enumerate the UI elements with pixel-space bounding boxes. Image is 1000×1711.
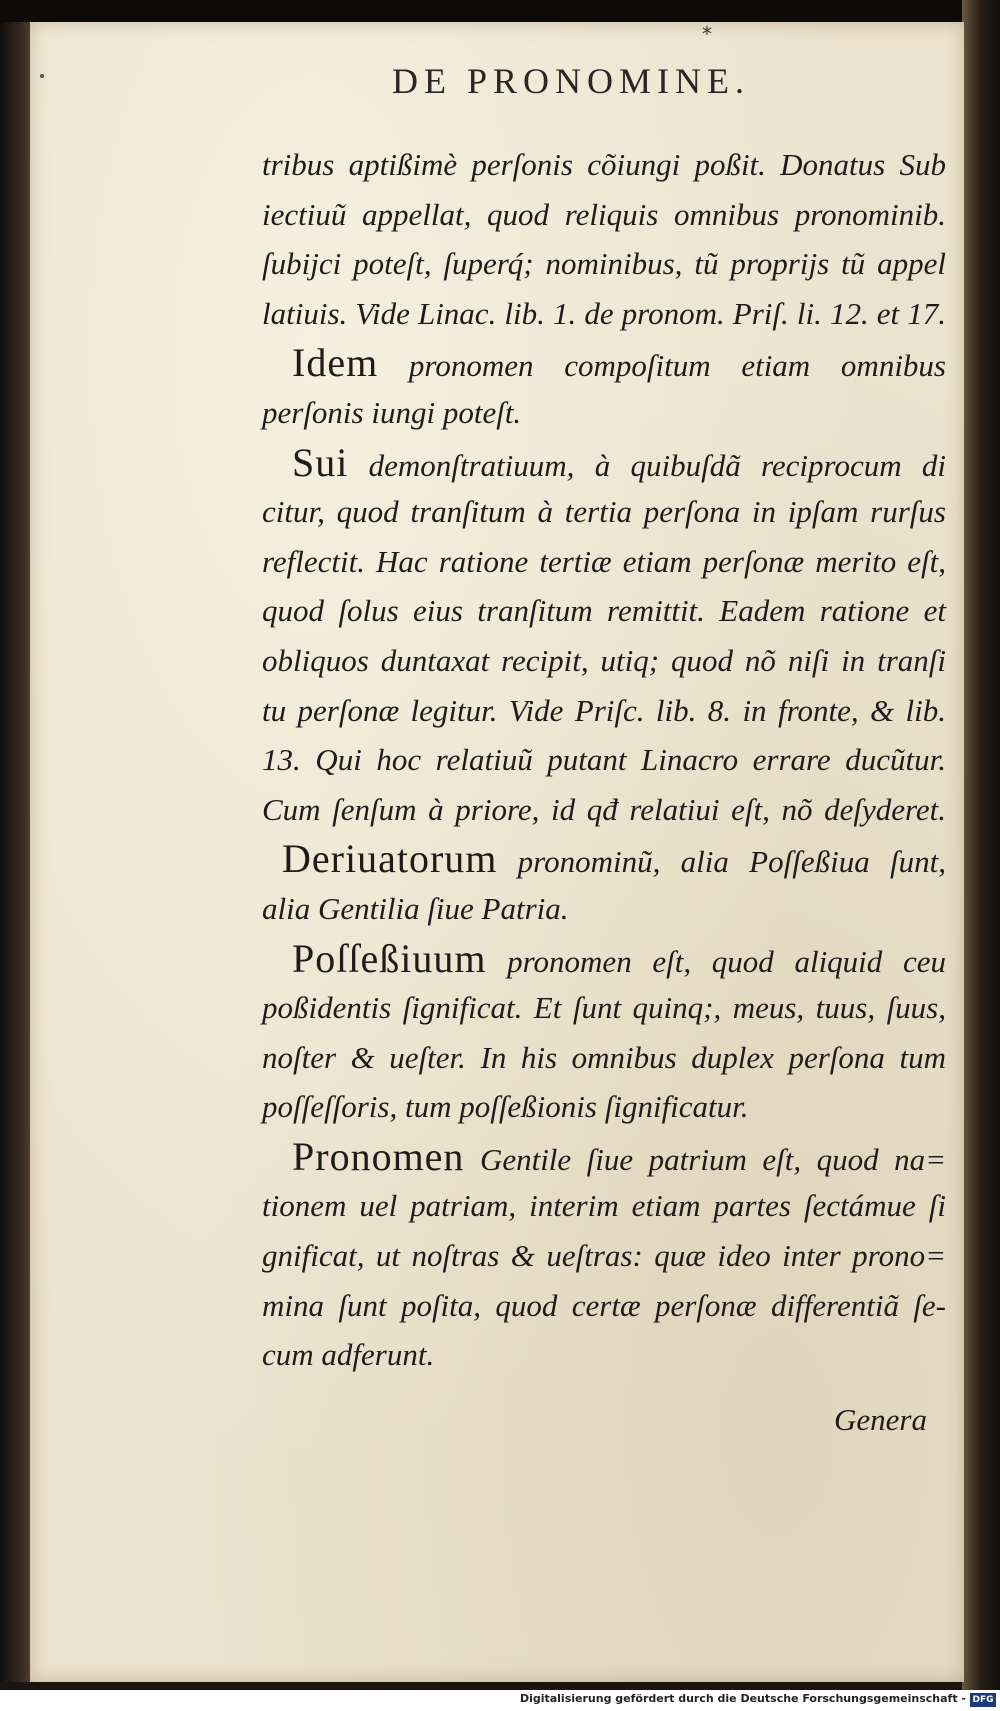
paragraph-lead-word: Idem <box>292 340 379 386</box>
paragraph-lead-word: Deriuatorum <box>282 836 498 882</box>
text-line: iectiuũ appellat, quod reliquis omnibus pronominib. <box>262 196 946 232</box>
text-line: poßidentis ſignificat. Et ſunt quinq;, meus, tuus, ſuus, <box>262 990 946 1026</box>
body-text <box>262 140 946 1380</box>
text-line: obliquos duntaxat recipit, utiq; quod nõ niſi in tranſi <box>262 642 946 678</box>
text-line: reflectit. Hac ratione tertiæ etiam perſonæ merito eſt, <box>262 543 946 579</box>
text-line: Sui demonſtratiuum, à quibuſdã reciprocum di <box>292 439 946 485</box>
text-line: poſſeſſoris, tum poſſeßionis ſignificatur. <box>262 1089 749 1125</box>
running-head: DE PRONOMINE. <box>392 61 751 101</box>
signature-mark: * <box>702 22 712 46</box>
text-line: Idem pronomen compoſitum etiam omnibus <box>292 340 946 386</box>
text-line: tu perſonæ legitur. Vide Priſc. lib. 8. in fronte, & lib. <box>262 692 946 728</box>
text-line: alia Gentilia ſiue Patria. <box>262 890 569 926</box>
catchword: Genera <box>834 1402 927 1437</box>
text-line: tribus aptißimè perſonis cõiungi poßit. Donatus Sub <box>262 147 946 182</box>
text-line: Poſſeßiuum pronomen eſt, quod aliquid ceu <box>292 935 946 981</box>
text-line: citur, quod tranſitum à tertia perſona in ipſam rurſus <box>262 494 946 530</box>
paragraph-lead-word: Pronomen <box>292 1133 465 1179</box>
text-line: latiuis. Vide Linac. lib. 1. de pronom. Priſ. li. 12. et 17. <box>262 295 946 331</box>
book-edge-right <box>962 0 1000 1711</box>
funding-credit: Digitalisierung gefördert durch die Deutsche Forschungsgemeinschaft - <box>519 1692 966 1705</box>
text-line: mina ſunt poſita, quod certæ perſonæ differentiã ſe- <box>262 1287 946 1323</box>
paragraph-lead-word: Poſſeßiuum <box>292 935 487 981</box>
dfg-logo-icon: DFG <box>970 1693 996 1707</box>
digitization-footer <box>0 1690 1000 1711</box>
text-line: perſonis iungi poteſt. <box>262 394 522 430</box>
scan-top-border <box>0 0 1000 22</box>
text-line: gnificat, ut noſtras & ueſtras: quæ ideo inter prono= <box>262 1238 946 1274</box>
text-line: quod ſolus eius tranſitum remittit. Eadem ratione et <box>262 593 946 629</box>
paragraph-lead-word: Sui <box>292 439 349 485</box>
text-line: noſter & ueſter. In his omnibus duplex perſona tum <box>262 1039 946 1075</box>
text-line: Deriuatorum pronominũ, alia Poſſeßiua ſunt, <box>282 836 946 882</box>
text-line: 13. Qui hoc relatiuũ putant Linacro errare ducũtur. <box>262 742 946 778</box>
text-line: cum adferunt. <box>262 1337 435 1373</box>
page-spot <box>40 74 44 78</box>
text-line: Cum ſenſum à priore, id qđ relatiui eſt, nõ deſyderet. <box>262 791 946 827</box>
text-line: Pronomen Gentile ſiue patrium eſt, quod na= <box>292 1133 946 1179</box>
book-gutter-left <box>0 22 34 1682</box>
text-line: ſubijci poteſt, ſuperq́; nominibus, tũ proprijs tũ appel <box>262 246 946 282</box>
text-line: tionem uel patriam, interim etiam partes ſectámue ſi <box>262 1188 946 1224</box>
